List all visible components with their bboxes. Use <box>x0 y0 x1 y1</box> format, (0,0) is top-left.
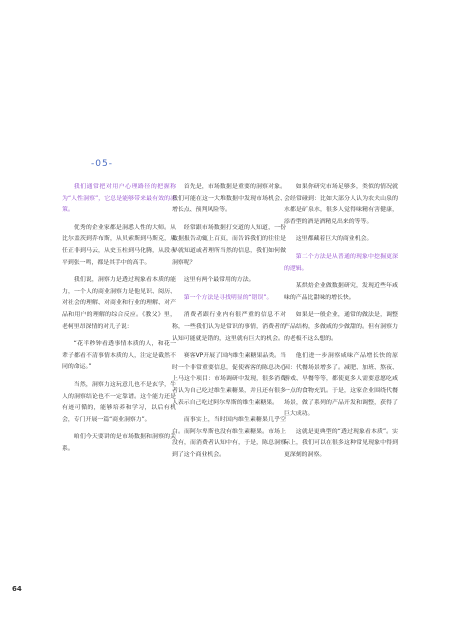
paragraph: 我们通常把对用户心理路径的把握称为“人性洞察”，它总是能够带来最有效的决策。 <box>62 184 176 214</box>
paragraph: 第一个方法是寻找明显的“错误”。 <box>183 294 273 301</box>
paragraph: 第二个方法是从普通的现象中挖掘更深的逻辑。 <box>284 253 398 272</box>
paragraph: 赛客VP开展了国内维生素糖果品类。当时一个非常重要信息，促使赛客的陈总决心上马这个项目：市场调研中发现，很多消费者认为自己吃过维生素糖果，并且还有很多人表示自己吃过阿尔卑斯的维生素糖果。 <box>172 353 286 406</box>
paragraph: 某烘焙企业做数据研究，发现近些年咸味的产品比甜味的增长快。 <box>284 283 398 301</box>
paragraph: 经常跟市场数据打交道的人知道，一份数据报告动辄上百页，而告诉我们的往往是早就知道或者理所当然的信息，我们如何做洞察呢？ <box>172 224 286 266</box>
paragraph: 如果是一般企业，通常的做法是，调整产品结构，多做咸的少做甜的。但有洞察力的老板不这么想的。 <box>284 312 398 342</box>
text-column-3 <box>284 182 398 467</box>
paragraph: 咱们今天要讲的是市场数据和洞察的关系。 <box>62 434 176 452</box>
text-column-2 <box>172 182 286 467</box>
paragraph: 这里有两个最常用的方法。 <box>183 277 255 284</box>
text-column-1 <box>62 182 176 461</box>
paragraph: 消费者跟行业内有很严重的信息不对称，一些我们认为是常识的事情，消费者的认知可能就是错的，这里就有巨大的机会。 <box>172 312 286 342</box>
paragraph: 他们进一步洞察咸味产品增长快的原因：代餐场景增多了。减肥、加班、熬夜、游戏、早餐等等，都使更多人需要意愿吃咸一点的食物充饥。于是，这家企业围绕代餐场景，做了系列的产品开发和调整，获得了巨大成功。 <box>284 353 398 418</box>
paragraph: 优秀的企业家都是洞悉人性的大师。从比尔盖茨到乔布斯，从贝索斯到马斯克，从任正非到马云，从史玉柱到马化腾，从段永平到张一鸣，都是其手中的高手。 <box>62 224 176 266</box>
paragraph: 我们说，洞察力是透过现象看本质的能力，一个人的商业洞察力是他见识、阅历、对社会的理解、对商业和行业的理解、对产品和用户的理解的综合反应。《教父》里，老柯里昂深情的对儿子说： <box>62 277 176 330</box>
page-number: 64 <box>12 585 22 593</box>
paragraph: 这里都藏着巨大的商业机会。 <box>295 236 373 243</box>
paragraph: “花半秒钟看透事情本质的人，和花一辈子都看不清事情本质的人，注定是截然不同的命运。” <box>62 341 176 371</box>
paragraph: 首先是，市场数据是重要的洞察对象。我们可能在这一大堆数据中发现市场机会、增长点、预判风险等。 <box>172 184 286 214</box>
paragraph: 如果你研究市场足够多，类似的情况就会经常碰到：比如大部分人认为农夫山泉的水都是矿泉水，很多人觉得味精有害健康，添香型的酒是酒精兑出来的等等。 <box>284 184 398 225</box>
paragraph: 这就是更典型的“透过现象看本质”。实际上，我们可以在很多这种常见现象中得到更深刻的洞察。 <box>284 428 398 458</box>
chapter-number: -05- <box>91 159 113 169</box>
paragraph: 当然，洞察力这玩意儿也不是玄学，牛人的洞察结论也不一定靠谱。这个能力还是有迹可循的，能够培养和学习，以后有机会，专门开展一篇“商业洞察力”。 <box>62 381 176 423</box>
paragraph: 而事实上，当时国内维生素糖果几乎空白。而阿尔卑斯也没有维生素糖果。市场上没有，而消费者认知中有，于是，陈总洞察到了这个商业机会。 <box>172 417 286 458</box>
